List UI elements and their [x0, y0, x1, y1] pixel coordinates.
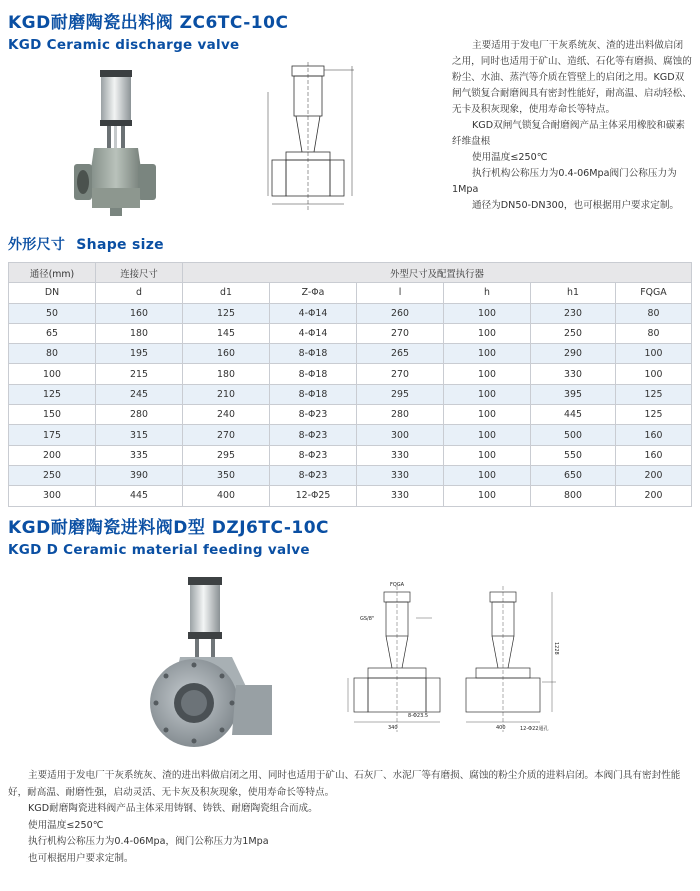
cell: 250: [9, 465, 96, 485]
cell: 330: [357, 486, 444, 506]
drawing-label-fqga: FQGA: [390, 582, 405, 588]
cell: 125: [616, 405, 692, 425]
table-row: [9, 425, 692, 445]
cell: 8-Φ18: [270, 344, 357, 364]
cell: 8-Φ23: [270, 445, 357, 465]
table-row: [9, 344, 692, 364]
shape-title-en: Shape size: [76, 237, 164, 253]
cell: 100: [616, 344, 692, 364]
cell: 100: [9, 364, 96, 384]
cell: 8-Φ18: [270, 384, 357, 404]
section2-description: [8, 768, 692, 867]
cell: 215: [96, 364, 183, 384]
header-connection: 连接尺寸: [96, 263, 183, 283]
cell: 295: [183, 445, 270, 465]
drawing-label-bolts2: 12-Φ22通孔: [520, 726, 549, 732]
cell: 330: [357, 465, 444, 485]
section1-desc-para: 通径为DN50-DN300，也可根据用户要求定制。: [472, 200, 680, 211]
discharge-valve-photo: [70, 68, 160, 218]
cell: 8-Φ23: [270, 465, 357, 485]
cell: 100: [444, 486, 531, 506]
col-l: l: [357, 283, 444, 303]
feeding-valve-photo: [132, 575, 277, 750]
cell: 250: [531, 323, 616, 343]
cell: 100: [444, 465, 531, 485]
cell: 240: [183, 405, 270, 425]
cell: 125: [9, 384, 96, 404]
cell: 125: [183, 303, 270, 323]
cell: 80: [616, 323, 692, 343]
table-column-row: [9, 283, 692, 303]
cell: 295: [357, 384, 444, 404]
cell: 315: [96, 425, 183, 445]
cell: 200: [9, 445, 96, 465]
cell: 4-Φ14: [270, 303, 357, 323]
cell: 100: [444, 405, 531, 425]
cell: 80: [616, 303, 692, 323]
cell: 160: [616, 425, 692, 445]
cell: 330: [531, 364, 616, 384]
col-h1: h1: [531, 283, 616, 303]
section1-desc-para: 主要适用于发电厂干灰系统灰、渣的进出料做启闭之用，同时也适用于矿山、造纸、石化等有磨损、腐蚀的粉尘、水油、蒸汽等介质在管壁上的启闭之用。KGD双闸气锁复合耐磨阀具有密封性能好，耐高温、启动轻松、无卡及积灰现象，使用寿命长等特点。: [452, 40, 692, 115]
shape-size-heading: [8, 234, 164, 254]
cell: 550: [531, 445, 616, 465]
cell: 280: [357, 405, 444, 425]
col-dn: DN: [9, 283, 96, 303]
cell: 270: [357, 364, 444, 384]
cell: 100: [444, 445, 531, 465]
cell: 180: [96, 323, 183, 343]
cell: 270: [183, 425, 270, 445]
section1-title-cn: KGD耐磨陶瓷出料阀 ZC6TC-10C: [8, 13, 289, 33]
cell: 100: [444, 303, 531, 323]
cell: 395: [531, 384, 616, 404]
section2-desc-para: 主要适用于发电厂干灰系统灰、渣的进出料做启闭之用、同时也适用于矿山、石灰厂、水泥厂等有磨损、腐蚀的粉尘介质的进料启闭。本阀门具有密封性能好，耐高温、耐磨性强，启动灵活、无卡灰及积灰现象，使用寿命长等特点。: [8, 770, 681, 798]
table-row: [9, 384, 692, 404]
cell: 160: [616, 445, 692, 465]
cell: 100: [444, 425, 531, 445]
cell: 100: [444, 384, 531, 404]
cell: 100: [444, 344, 531, 364]
cell: 80: [9, 344, 96, 364]
table-header-row: [9, 263, 692, 283]
cell: 290: [531, 344, 616, 364]
drawing-label-340: 340: [388, 725, 398, 731]
cell: 4-Φ14: [270, 323, 357, 343]
section1-desc-para: 执行机构公称压力为0.4-06Mpa阀门公称压力为1Mpa: [452, 168, 677, 195]
cell: 245: [96, 384, 183, 404]
section2-desc-para: KGD耐磨陶瓷进料阀产品主体采用铸钢、铸铁、耐磨陶瓷组合而成。: [28, 803, 318, 814]
cell: 100: [616, 364, 692, 384]
discharge-valve-drawing: [262, 62, 362, 212]
drawing-label-400: 400: [496, 725, 506, 731]
shape-size-table: [8, 262, 692, 507]
col-h: h: [444, 283, 531, 303]
header-bore: 通径(mm): [9, 263, 96, 283]
cell: 390: [96, 465, 183, 485]
cell: 400: [183, 486, 270, 506]
shape-title-cn: 外形尺寸: [8, 237, 66, 253]
cell: 200: [616, 465, 692, 485]
table-row: [9, 323, 692, 343]
cell: 8-Φ18: [270, 364, 357, 384]
section1-desc-para: 使用温度≤250℃: [472, 152, 548, 163]
section2-title-cn: KGD耐磨陶瓷进料阀D型 DZJ6TC-10C: [8, 518, 330, 538]
cell: 125: [616, 384, 692, 404]
section1-description: [452, 38, 692, 214]
header-outline: 外型尺寸及配置执行器: [183, 263, 692, 283]
table-row: [9, 465, 692, 485]
cell: 150: [9, 405, 96, 425]
cell: 230: [531, 303, 616, 323]
cell: 8-Φ23: [270, 425, 357, 445]
cell: 195: [96, 344, 183, 364]
cell: 175: [9, 425, 96, 445]
table-row: [9, 486, 692, 506]
cell: 160: [183, 344, 270, 364]
cell: 12-Φ25: [270, 486, 357, 506]
col-d: d: [96, 283, 183, 303]
table-row: [9, 364, 692, 384]
col-fqga: FQGA: [616, 283, 692, 303]
cell: 300: [357, 425, 444, 445]
cell: 160: [96, 303, 183, 323]
cell: 330: [357, 445, 444, 465]
col-d1: d1: [183, 283, 270, 303]
section1-desc-para: KGD双闸气锁复合耐磨阀产品主体采用橡胶和碳素纤维盘根: [452, 120, 685, 147]
cell: 65: [9, 323, 96, 343]
cell: 350: [183, 465, 270, 485]
cell: 50: [9, 303, 96, 323]
cell: 100: [444, 323, 531, 343]
cell: 650: [531, 465, 616, 485]
cell: 210: [183, 384, 270, 404]
cell: 800: [531, 486, 616, 506]
cell: 500: [531, 425, 616, 445]
section2-desc-para: 也可根据用户要求定制。: [28, 852, 134, 864]
section2-desc-para: 使用温度≤250℃: [28, 819, 104, 831]
drawing-label-1228: 1228: [553, 642, 559, 655]
section1-title-en: KGD Ceramic discharge valve: [8, 37, 240, 53]
table-row: [9, 405, 692, 425]
col-z-phi-a: Z-Φa: [270, 283, 357, 303]
cell: 280: [96, 405, 183, 425]
section2-desc-para: 执行机构公称压力为0.4-06Mpa，阀门公称压力为1Mpa: [28, 836, 269, 847]
cell: 335: [96, 445, 183, 465]
cell: 300: [9, 486, 96, 506]
cell: 445: [531, 405, 616, 425]
cell: 145: [183, 323, 270, 343]
cell: 8-Φ23: [270, 405, 357, 425]
feeding-valve-drawing: [346, 582, 566, 742]
table-row: [9, 303, 692, 323]
cell: 445: [96, 486, 183, 506]
cell: 200: [616, 486, 692, 506]
section2-title-en: KGD D Ceramic material feeding valve: [8, 542, 310, 558]
cell: 265: [357, 344, 444, 364]
drawing-label-gs: GS/8": [360, 616, 375, 622]
cell: 260: [357, 303, 444, 323]
cell: 270: [357, 323, 444, 343]
cell: 100: [444, 364, 531, 384]
cell: 180: [183, 364, 270, 384]
table-row: [9, 445, 692, 465]
drawing-label-bolts1: 8-Φ23.5: [408, 713, 429, 719]
